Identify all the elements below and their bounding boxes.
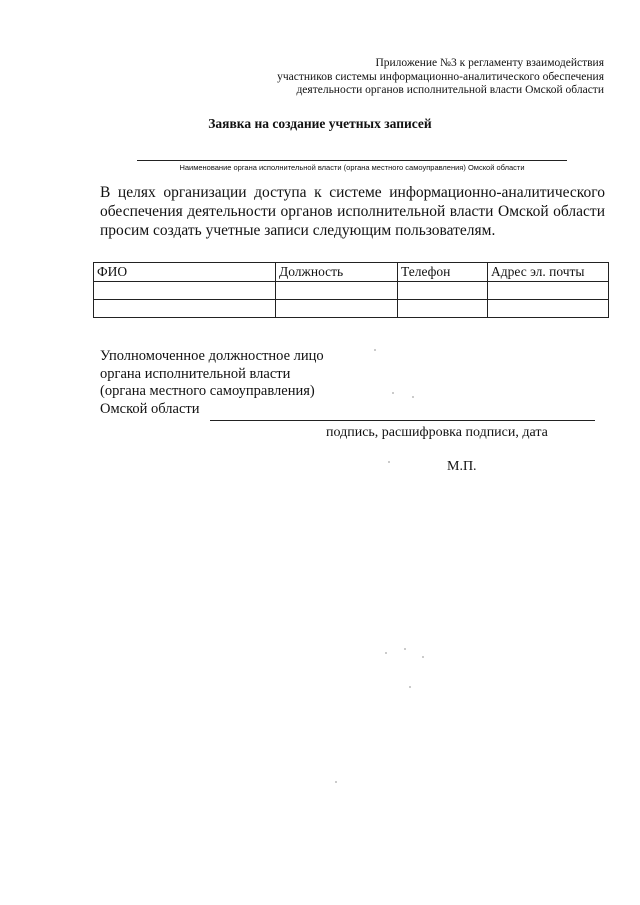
table-cell[interactable] — [94, 282, 276, 300]
signature-line[interactable] — [210, 420, 595, 421]
table-row — [94, 300, 609, 318]
authorized-official-block — [100, 348, 324, 418]
annex-reference — [224, 57, 604, 98]
column-header-position: Должность — [276, 263, 398, 282]
column-header-email: Адрес эл. почты — [488, 263, 609, 282]
request-paragraph — [100, 183, 605, 240]
scan-speck — [388, 461, 390, 463]
table-header-row — [94, 263, 609, 282]
request-line: В целях организации доступа к системе информационно-аналитического — [100, 184, 605, 201]
table-cell[interactable] — [398, 300, 488, 318]
official-line: Уполномоченное должностное лицо — [100, 348, 324, 364]
table-cell[interactable] — [276, 282, 398, 300]
document-title: Заявка на создание учетных записей — [208, 116, 432, 131]
table-cell[interactable] — [94, 300, 276, 318]
request-line: обеспечения деятельности органов исполнительной власти Омской области — [100, 203, 605, 220]
organization-name-line — [137, 160, 567, 161]
official-line: (органа местного самоуправления) — [100, 383, 315, 399]
scan-speck — [409, 686, 411, 688]
request-line: просим создать учетные записи следующим пользователям. — [100, 222, 496, 239]
stamp-placeholder: М.П. — [447, 459, 477, 474]
signature-caption: подпись, расшифровка подписи, дата — [326, 425, 548, 440]
scan-speck — [392, 392, 394, 394]
table-cell[interactable] — [488, 300, 609, 318]
annex-line: деятельности органов исполнительной власти Омской области — [296, 84, 604, 96]
official-line: органа исполнительной власти — [100, 365, 291, 382]
annex-line: участников системы информационно-аналитического обеспечения — [277, 70, 604, 83]
scan-speck — [335, 781, 337, 783]
table-cell[interactable] — [276, 300, 398, 318]
scan-speck — [385, 652, 387, 654]
table-row — [94, 282, 609, 300]
table-cell[interactable] — [398, 282, 488, 300]
scan-speck — [404, 648, 406, 650]
official-line: Омской области — [100, 400, 200, 417]
column-header-phone: Телефон — [398, 263, 488, 282]
table-cell[interactable] — [488, 282, 609, 300]
annex-line: Приложение №3 к регламенту взаимодействия — [375, 57, 604, 69]
scan-speck — [374, 349, 376, 351]
users-table — [93, 262, 609, 318]
organization-name-caption: Наименование органа исполнительной власти (органа местного самоуправления) Омской области — [179, 163, 525, 172]
column-header-fio: ФИО — [94, 263, 276, 282]
scan-speck — [422, 656, 424, 658]
scan-speck — [412, 396, 414, 398]
